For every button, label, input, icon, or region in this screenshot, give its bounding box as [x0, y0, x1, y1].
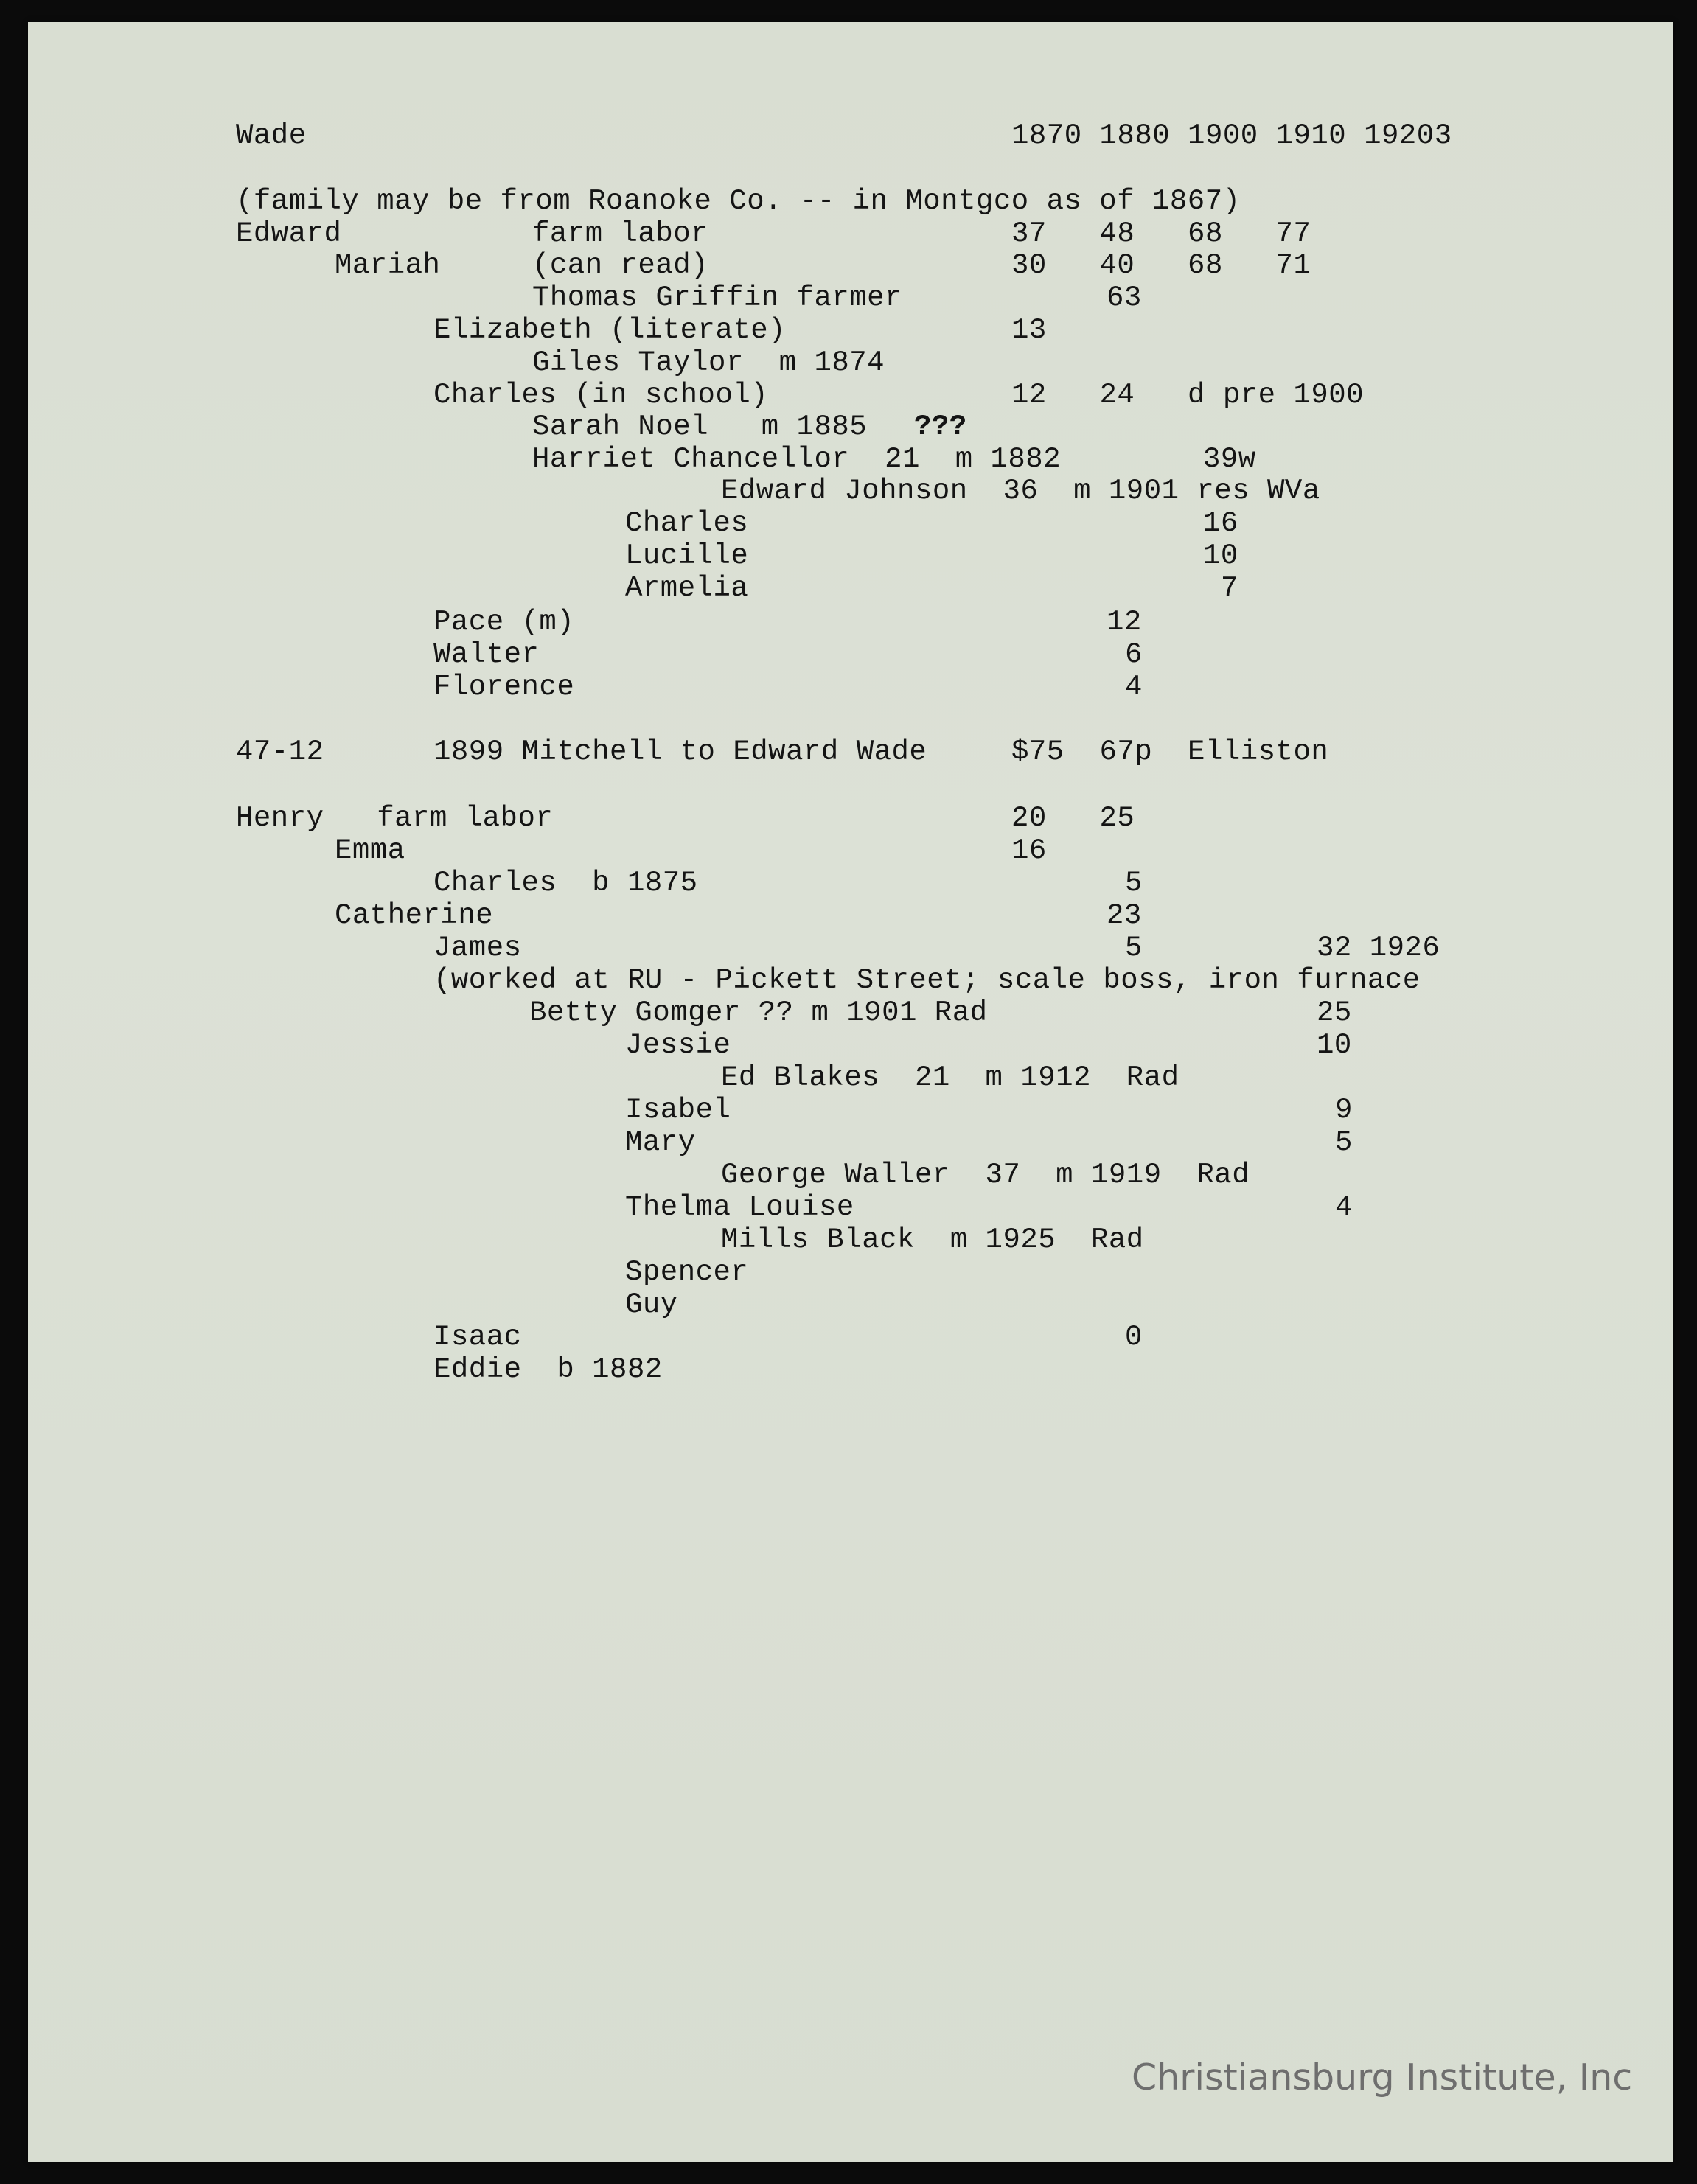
entry-catherine: Catherine 23 — [335, 899, 1142, 932]
child-row: Walter 6 — [433, 638, 1143, 671]
family-origin-note: (family may be from Roanoke Co. -- in Montgco as of 1867) — [236, 185, 1241, 217]
entry-emma: Emma 16 — [335, 834, 1047, 867]
grandchild-row: Lucille 10 — [625, 540, 1238, 572]
deed-text: 1899 Mitchell to Edward Wade — [433, 736, 927, 768]
header-line — [28, 119, 1452, 152]
entry-charles: Charles (in school) 12 24 d pre 1900 — [433, 379, 1365, 411]
child-row: Florence 4 — [433, 671, 1143, 703]
census-years: 1870 1880 1900 1910 19203 — [1011, 119, 1452, 152]
uncertain-mark: ??? — [914, 411, 967, 443]
james-work-note: (worked at RU - Pickett Street; scale boss, iron furnace — [433, 964, 1421, 997]
entry-mary: Mary 5 — [625, 1126, 1353, 1159]
grandchild-row: Charles 16 — [625, 507, 1238, 540]
entry-elizabeth: Elizabeth (literate) 13 — [433, 314, 1047, 346]
entry-james: James 5 32 1926 — [433, 932, 1440, 964]
entry-guy: Guy — [625, 1288, 678, 1321]
document-page — [28, 22, 1673, 2162]
entry-mariah: Mariah (can read) 30 40 68 71 — [335, 249, 1311, 282]
child-row: Pace (m) 12 — [433, 606, 1142, 638]
entry-edward-johnson: Edward Johnson 36 m 1901 res WVa — [721, 475, 1320, 507]
entry-isabel: Isabel 9 — [625, 1094, 1353, 1126]
deed-ref: 47-12 — [236, 736, 324, 768]
entry-henry: Henry farm labor 20 25 — [236, 802, 1135, 834]
entry-spencer: Spencer — [625, 1256, 749, 1288]
entry-betty-gomger: Betty Gomger ?? m 1901 Rad 25 — [529, 997, 1352, 1029]
entry-thomas-griffin: Thomas Griffin farmer 63 — [532, 282, 1142, 314]
entry-eddie: Eddie b 1882 — [433, 1353, 663, 1386]
entry-giles-taylor: Giles Taylor m 1874 — [532, 346, 885, 379]
entry-charles-henry: Charles b 1875 5 — [433, 867, 1143, 899]
entry-mills-black: Mills Black m 1925 Rad — [721, 1224, 1144, 1256]
deed-record — [28, 736, 1329, 768]
entry-george-waller: George Waller 37 m 1919 Rad — [721, 1159, 1250, 1191]
grandchild-row: Armelia 7 — [625, 572, 1238, 604]
surname-heading: Wade — [236, 119, 307, 152]
entry-edward: Edward farm labor 37 48 68 77 — [236, 217, 1311, 250]
entry-ed-blakes: Ed Blakes 21 m 1912 Rad — [721, 1061, 1179, 1094]
entry-sarah-noel: Sarah Noel m 1885 ??? — [532, 411, 967, 443]
deed-amount: $75 67p Elliston — [1011, 736, 1329, 768]
watermark: Christiansburg Institute, Inc — [1132, 2056, 1633, 2098]
entry-isaac: Isaac 0 — [433, 1321, 1143, 1353]
entry-jessie: Jessie 10 — [625, 1029, 1352, 1061]
entry-harriet: Harriet Chancellor 21 m 1882 39w — [532, 443, 1256, 475]
entry-thelma-louise: Thelma Louise 4 — [625, 1191, 1353, 1224]
